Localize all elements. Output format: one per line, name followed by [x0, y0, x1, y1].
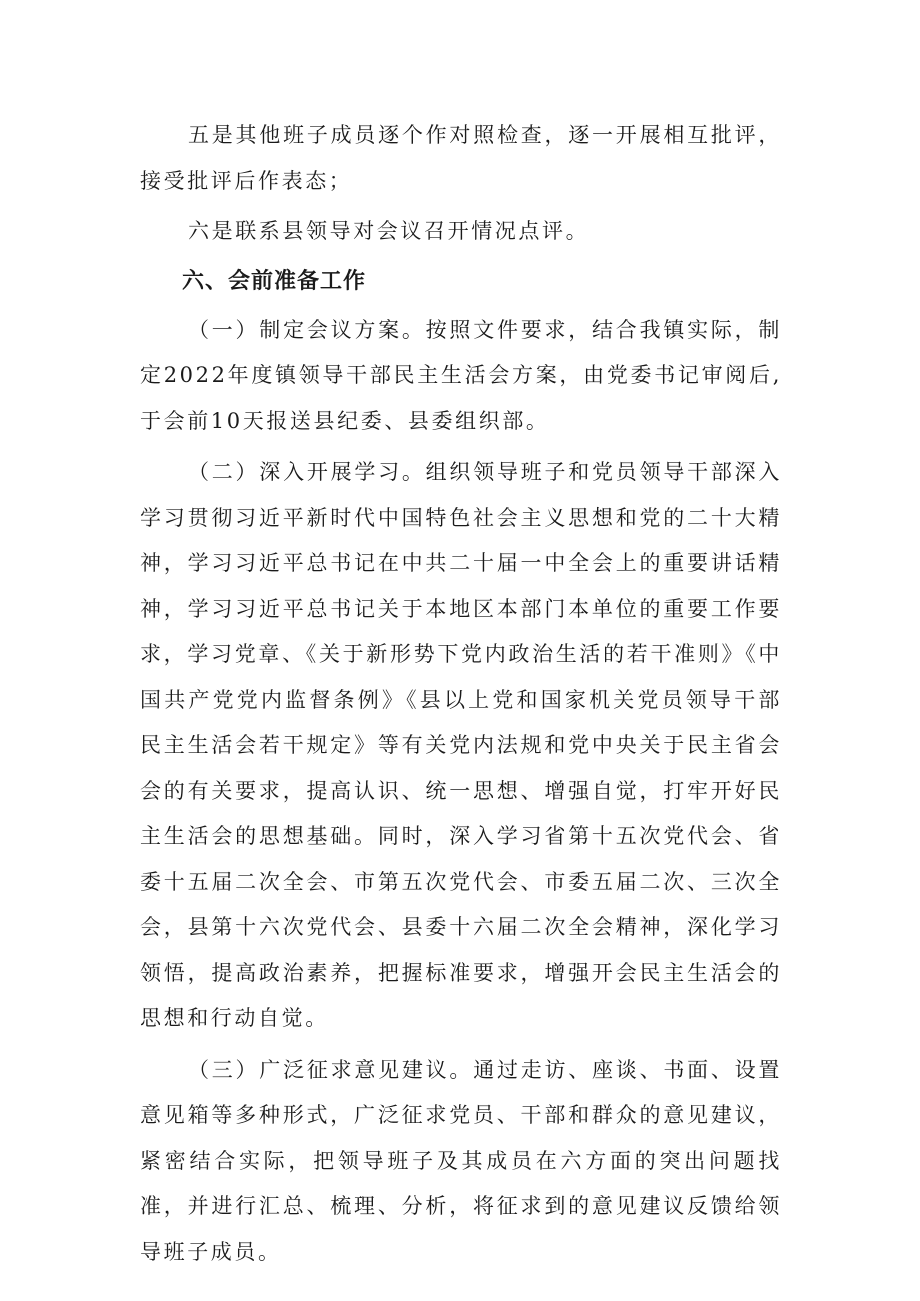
item-one: （一）制定会议方案。按照文件要求，结合我镇实际，制定2022年度镇领导干部民主生活会方案，由党委书记审阅后,于会前10天报送县纪委、县委组织部。 — [140, 317, 782, 433]
item-three: （三）广泛征求意见建议。通过走访、座谈、书面、设置意见箱等多种形式，广泛征求党员、干部和群众的意见建议，紧密结合实际，把领导班子及其成员在六方面的突出问题找准，并进行汇总、梳理、分析，将征求到的意见建议反馈给领导班子成员。 — [140, 1057, 782, 1264]
item-two: （二）深入开展学习。组织领导班子和党员领导干部深入学习贯彻习近平新时代中国特色社会主义思想和党的二十大精神，学习习近平总书记在中共二十届一中全会上的重要讲话精神，学习习近平总书记关于本地区本部门本单位的重要工作要求，学习党章、《关于新形势下党内政治生活的若干准则》《中国共产党党内监督条例》《县以上党和国家机关党员领导干部民主生活会若干规定》等有关党内法规和党中央关于民主省会会的有关要求，提高认识、统一思想、增强自觉，打牢开好民主生活会的思想基础。同时，深入学习省第十五次党代会、省委十五届二次全会、市第五次党代会、市委五届二次、三次全会，县第十六次党代会、县委十六届二次全会精神，深化学习领悟，提高政治素养，把握标准要求，增强开会民主生活会的思想和行动自觉。 — [140, 460, 782, 1030]
document-body — [140, 113, 782, 1275]
section-heading: 六、会前准备工作 — [182, 268, 367, 294]
paragraph-six: 六是联系县领导对会议召开情况点评。 — [188, 219, 590, 243]
paragraph-five: 五是其他班子成员逐个作对照检查，逐一开展相互批评，接受批评后作表态； — [140, 123, 782, 193]
